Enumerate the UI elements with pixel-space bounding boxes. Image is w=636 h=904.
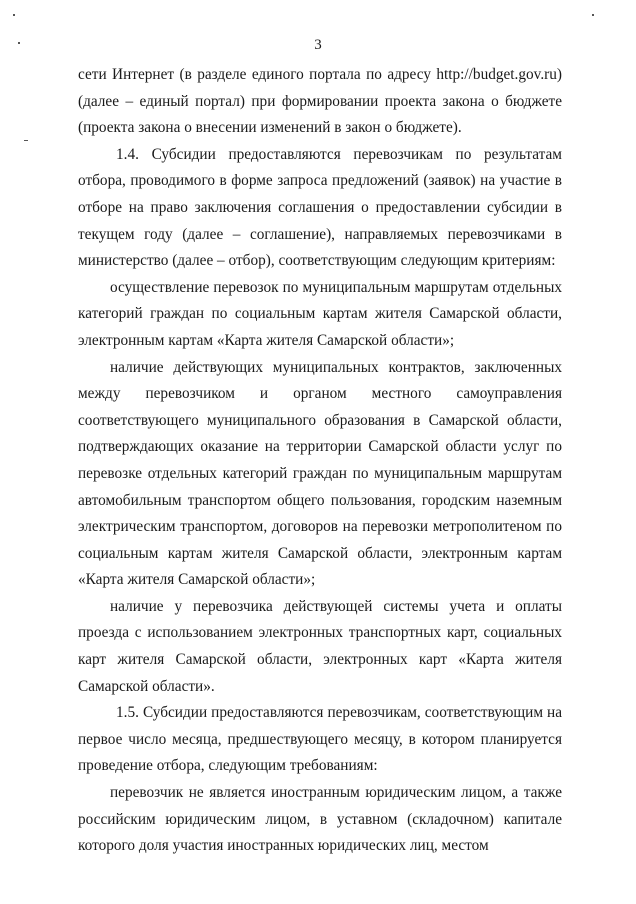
- paragraph-1-5: 1.5. Субсидии предоставляются перевозчикам, соответствующим на первое число месяца, предшествующего месяцу, в котором планируется проведение отбора, следующим требованиям:: [78, 704, 562, 775]
- paragraph-1-4: 1.4. Субсидии предоставляются перевозчикам по результатам отбора, проводимого в форме запроса предложений (заявок) на участие в отборе на право заключения соглашения о предоставлении субсидии в текущем году (далее – соглашение), направляемых перевозчиками в министерство (далее – отбор), соответствующим следующим критериям:: [78, 145, 562, 270]
- document-body: [78, 62, 562, 860]
- paragraph-continuation: сети Интернет (в разделе единого портала по адресу http://budget.gov.ru) (далее – единый портал) при формировании проекта закона о бюджете (проекта закона о внесении изменений в закон о бюджете).: [78, 66, 562, 137]
- scan-speck: [13, 14, 15, 16]
- criterion-routes: осуществление перевозок по муниципальным маршрутам отдельных категорий граждан по социальным картам жителя Самарской области, электронным картам «Карта жителя Самарской области»;: [78, 278, 562, 349]
- criterion-contracts: наличие действующих муниципальных контрактов, заключенных между перевозчиком и органом местного самоуправления соответствующего муниципального образования в Самарской области, подтверждающих оказание на территории Самарской области услуг по перевозке отдельных категорий граждан по муниципальным маршрутам автомобильным транспортом общего пользования, городским наземным электрическим транспортом, договоров на перевозки метрополитеном по социальным картам жителя Самарской области, электронным картам «Карта жителя Самарской области»;: [78, 358, 562, 589]
- requirement-not-foreign: перевозчик не является иностранным юридическим лицом, а также российским юридическим лицом, в уставном (складочном) капитале которого доля участия иностранных юридических лиц, местом: [78, 784, 562, 855]
- page-number: 3: [314, 37, 322, 53]
- scan-speck: [592, 14, 594, 16]
- scan-speck: [24, 140, 28, 141]
- criterion-payment-system: наличие у перевозчика действующей системы учета и оплаты проезда с использованием электронных транспортных карт, социальных карт жителя Самарской области, электронных карт «Карта жителя Самарской области».: [78, 597, 562, 695]
